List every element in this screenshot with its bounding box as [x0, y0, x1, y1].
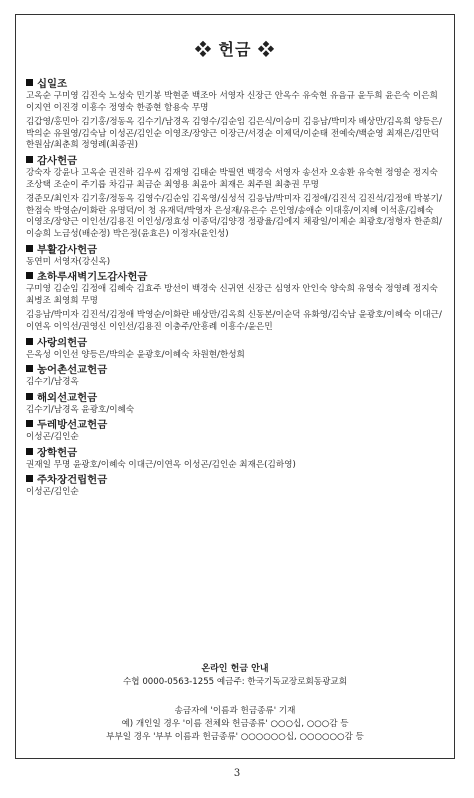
bulletin-page-frame [15, 14, 455, 759]
donor-names: 이성곤/김인순 [26, 487, 79, 498]
footer-heading: 온라인 헌금 안내 [201, 664, 269, 674]
donor-names: 권재일 무명 윤광호/이혜숙 이대근/이연옥 이성곤/김인순 최재은(김하영) [26, 459, 296, 470]
square-bullet-icon [26, 420, 33, 427]
section-heading-text: 주차장건립헌금 [37, 474, 108, 487]
donor-names: 고옥순 구미영 김진숙 노성숙 민기봉 박현준 백조아 서영자 신장근 안옥수 유숙현 유음규 윤두희 윤은숙 이은희 이지연 이진경 이흥수 정영숙 한종현 함용숙 무명 [26, 91, 438, 113]
bank-account-line: 수협 0000-0563-1255 예금주: 한국기독교장로회동광교회 [122, 677, 348, 687]
donor-names: 경준모/최인자 김기홍/정동옥 김영수/김순임 김옥영/심성석 김응남/박미자 김정애/김진석 김진석/김정애 박봉기/한점숙 박영순/이화란 유명덕/이 청 유재덕/박영자 은성재/유은수 은인영/송애순 이대홍/이지혜 이석훈/김혜숙 이영조/장양근 이인선/김용진 이인성/정효성 이종덕/김양경 정광율/김에지 채광일/이제순 최광호/정형자 한준희/이승희 노금성(배순정) 박은정(윤효은) 이정자(윤인성) [26, 194, 442, 239]
page-title: ❖ 헌금 ❖ [194, 40, 276, 59]
square-bullet-icon [26, 475, 33, 482]
offering-section [26, 155, 444, 241]
donor-names: 김수기/남경옥 윤광호/이혜숙 [26, 404, 135, 415]
square-bullet-icon [26, 365, 33, 372]
square-bullet-icon [26, 448, 33, 455]
donor-names: 구미영 김순임 김정애 김혜숙 김효주 방선이 백경숙 신귀연 신장근 심영자 안인숙 양숙희 유영숙 정영례 정지숙 최병조 최영희 무명 [26, 284, 438, 306]
section-heading [26, 155, 444, 168]
offering-section [26, 78, 444, 152]
section-heading-text: 사랑의헌금 [37, 336, 88, 349]
section-heading [26, 244, 444, 257]
square-bullet-icon [26, 79, 33, 86]
section-heading [26, 364, 444, 377]
section-heading-text: 두레방선교헌금 [37, 419, 108, 432]
section-heading-text: 농어촌선교헌금 [37, 364, 108, 377]
donor-names: 이성곤/김인순 [26, 432, 79, 443]
offering-section [26, 419, 444, 444]
section-heading-text: 십일조 [37, 78, 68, 90]
offering-section [26, 271, 444, 333]
section-heading [26, 392, 444, 405]
offering-section [26, 244, 444, 269]
section-heading-text: 해외선교헌금 [37, 391, 98, 404]
offering-section [26, 364, 444, 389]
guide-example-individual: 예) 개인일 경우 '이름 전체와 헌금종류' ○○○십, ○○○감 등 [121, 719, 349, 729]
donor-names: 동연미 서영자(강신옥) [26, 256, 111, 267]
square-bullet-icon [26, 156, 33, 163]
page-number: 3 [233, 768, 241, 779]
guide-example-couple: 부부일 경우 '부부 이름과 헌금종류' ○○○○○○십, ○○○○○○감 등 [106, 732, 364, 742]
section-heading-text: 감사헌금 [37, 154, 78, 167]
section-heading [26, 271, 444, 284]
guide-title: 송금자에 '이름과 헌금종류' 기재 [174, 706, 296, 716]
offering-section [26, 474, 444, 499]
square-bullet-icon [26, 338, 33, 345]
square-bullet-icon [26, 245, 33, 252]
offering-section [26, 392, 444, 417]
section-heading [26, 419, 444, 432]
square-bullet-icon [26, 393, 33, 400]
donor-names: 강숙자 강윤나 고옥순 권진하 김우씨 김재영 김태순 박필연 백경숙 서영자 송선자 오송환 유숙현 정영순 정지숙 조상택 조순이 주기릅 차김규 최금순 최영용 최윤아 최재은 최주원 최충권 무명 [26, 167, 438, 190]
donor-names: 은옥성 이인선 양등은/박의순 윤광호/이혜숙 차원현/한성희 [26, 349, 245, 360]
donor-names: 김수기/남경옥 [26, 377, 79, 388]
square-bullet-icon [26, 272, 33, 279]
section-heading-text: 초하루새벽기도감사헌금 [37, 271, 148, 284]
online-offering-guide [16, 663, 454, 744]
section-heading-text: 부활감사헌금 [37, 243, 98, 256]
section-heading [26, 78, 444, 91]
section-heading-text: 장학헌금 [37, 446, 78, 459]
section-heading [26, 474, 444, 487]
section-heading [26, 337, 444, 350]
offering-sections [26, 78, 444, 499]
section-heading [26, 447, 444, 460]
donor-names: 김응남/박미자 김진석/김정애 박영순/이화란 배상만/김옥희 신동본/이순덕 유화영/김숙남 윤광호/이혜숙 이대근/이연옥 이익선/권영신 이인선/김용진 이충주/안흥례 이흥수/윤은민 [26, 310, 442, 332]
offering-section [26, 447, 444, 472]
offering-section [26, 337, 444, 362]
donor-names: 김갑영/홍민아 김기홍/정동옥 김수기/남경옥 김영수/김순임 김은식/이승미 김응남/박미자 배상만/김옥희 양등은/박의순 유원영/김숙남 이성곤/김인순 이영조/장양근 이장근/서경순 이제덕/이순태 전예숙/백순영 최재은/김만덕 한원삼/최춘희 정영례(최종권) [26, 117, 442, 151]
